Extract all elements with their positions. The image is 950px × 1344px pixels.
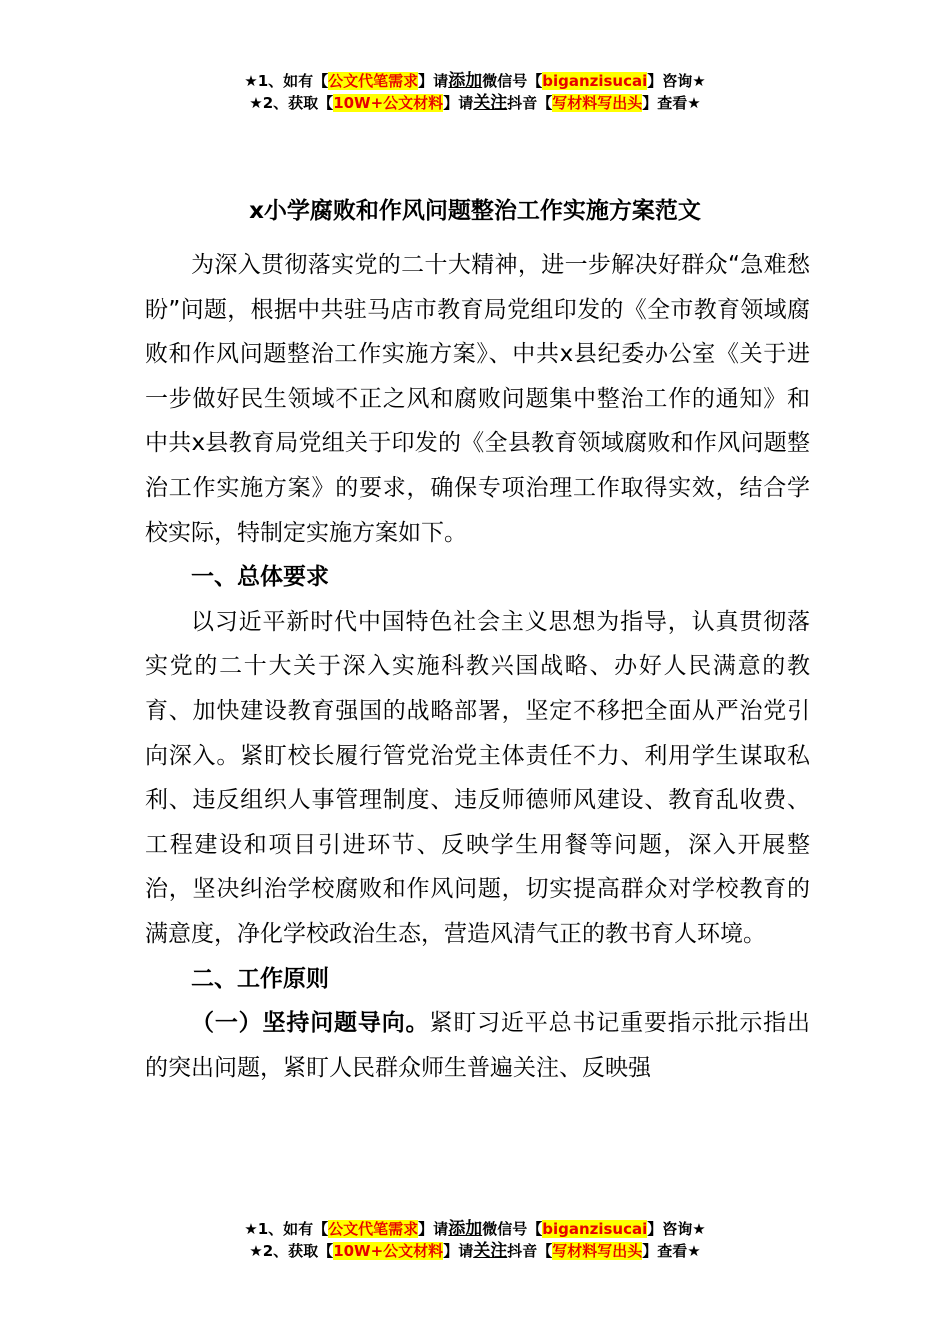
banner-highlight: 公文代笔需求 (328, 1220, 419, 1238)
banner-underline: 添加 (448, 1219, 483, 1239)
banner-underline: 添加 (448, 71, 483, 91)
banner-highlight: 10W+公文材料 (333, 94, 444, 112)
banner-highlight-wechat: biganzisucai (542, 72, 648, 90)
banner-text: 】咨询★ (647, 72, 706, 90)
banner-highlight: 公文代笔需求 (328, 72, 419, 90)
banner-highlight-wechat: biganzisucai (542, 1220, 648, 1238)
banner-text: 】请 (418, 1220, 449, 1238)
banner-highlight-douyin: 写材料写出头 (552, 94, 643, 112)
banner-underline: 关注 (473, 93, 508, 113)
banner-line-1 (0, 70, 950, 92)
banner-text: ★2、获取【 (249, 94, 334, 112)
banner-highlight: 10W+公文材料 (333, 1242, 444, 1260)
footer-banner (0, 1218, 950, 1262)
intro-paragraph: 为深入贯彻落实党的二十大精神，进一步解决好群众“急难愁盼”问题，根据中共驻马店市教育局党组印发的《全市教育领域腐败和作风问题整治工作实施方案》、中共x县纪委办公室《关于进一步做好民生领域不正之风和腐败问题集中整治工作的通知》和中共x县教育局党组关于印发的《全县教育领域腐败和作风问题整治工作实施方案》的要求，确保专项治理工作取得实效，结合学校实际，特制定实施方案如下。 (145, 252, 810, 546)
section-heading-overall-requirements: 一、总体要求 (191, 564, 329, 591)
banner-text: ★1、如有【 (244, 1220, 329, 1238)
banner-text: 】请 (443, 1242, 474, 1260)
overall-requirements-paragraph: 以习近平新时代中国特色社会主义思想为指导，认真贯彻落实党的二十大关于深入实施科教兴国战略、办好人民满意的教育、加快建设教育强国的战略部署，坚定不移把全面从严治党引向深入。紧盯校长履行管党治党主体责任不力、利用学生谋取私利、违反组织人事管理制度、违反师德师风建设、教育乱收费、工程建设和项目引进环节、反映学生用餐等问题，深入开展整治，坚决纠治学校腐败和作风问题，切实提高群众对学校教育的满意度，净化学校政治生态，营造风清气正的教书育人环境。 (145, 608, 810, 947)
banner-highlight-douyin: 写材料写出头 (552, 1242, 643, 1260)
principle-1-body: 紧盯习近平总书记重要指示批示指出的突出问题，紧盯人民群众师生普遍关注、反映强 (145, 1010, 811, 1081)
banner-underline: 关注 (473, 1241, 508, 1261)
banner-text: 抖音【 (507, 94, 553, 112)
header-banner (0, 70, 950, 114)
banner-line-1 (0, 1218, 950, 1240)
banner-text: ★2、获取【 (249, 1242, 334, 1260)
banner-text: 】查看★ (642, 1242, 701, 1260)
banner-text: 】咨询★ (647, 1220, 706, 1238)
banner-line-2 (0, 1240, 950, 1262)
document-body (145, 243, 810, 1090)
principle-1-paragraph (145, 1001, 810, 1090)
banner-text: 微信号【 (482, 72, 543, 90)
banner-text: 微信号【 (482, 1220, 543, 1238)
document-title: x小学腐败和作风问题整治工作实施方案范文 (249, 198, 701, 224)
section-heading-work-principles: 二、工作原则 (191, 965, 329, 992)
banner-text: ★1、如有【 (244, 72, 329, 90)
banner-text: 抖音【 (507, 1242, 553, 1260)
banner-line-2 (0, 92, 950, 114)
banner-text: 】请 (443, 94, 474, 112)
banner-text: 】查看★ (642, 94, 701, 112)
banner-text: 】请 (418, 72, 449, 90)
principle-1-lead: （一）坚持问题导向。 (191, 1010, 430, 1037)
